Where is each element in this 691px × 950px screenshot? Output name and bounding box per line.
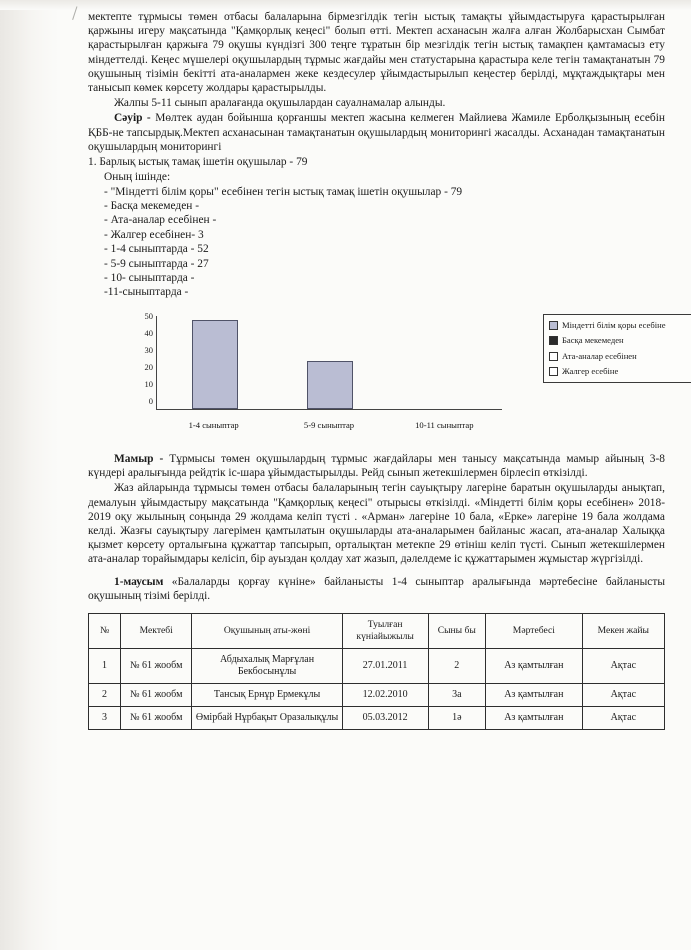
cell-address: Ақтас <box>582 683 664 706</box>
cell-status: Аз қамтылған <box>486 683 583 706</box>
section-june-text: «Балаларды қорғау күніне» байланысты 1-4 сыныптар аралығында мәртебесіне байланысты оқушының тізімі берілді. <box>88 575 665 602</box>
x-axis-tick: 5-9 сыныптар <box>303 419 355 430</box>
bar-slot <box>158 316 272 409</box>
y-axis-tick: 10 <box>144 378 153 389</box>
scan-artifact-mark <box>72 6 89 23</box>
cell-status: Аз қамтылған <box>486 648 583 683</box>
section-may-text-1: Тұрмысы төмен оқушылардың тұрмыс жағдайлары мен танысу мақсатында мамыр айының 3-8 күндері аралығында рейдтік іс-шара ұйымдастырылды. Рейд сынып жетекшілермен бірлесіп өткізілді. <box>88 452 665 480</box>
col-header-school: Мектебі <box>121 613 192 648</box>
chart-legend <box>543 314 691 383</box>
cell-school: № 61 жообм <box>121 683 192 706</box>
section-april-title: Сәуір - <box>114 112 151 125</box>
section-may <box>88 452 665 480</box>
list-item: - Ата-аналар есебінен - <box>104 214 217 227</box>
cell-birth: 05.03.2012 <box>342 706 428 729</box>
cell-address: Ақтас <box>582 706 664 729</box>
list-item: - "Міндетті білім қоры" есебінен тегін ыстық тамақ ішетін оқушылар - 79 <box>104 185 463 198</box>
cell-name: Тансық Ернұр Ермекұлы <box>192 683 342 706</box>
table-row <box>89 683 665 706</box>
y-axis-tick: 30 <box>144 344 153 355</box>
y-axis-tick: 0 <box>148 395 153 406</box>
x-axis-tick: 10-11 сыныптар <box>415 419 474 430</box>
cell-no: 1 <box>89 648 121 683</box>
legend-item <box>549 366 691 377</box>
col-header-name: Оқушының аты-жөні <box>192 613 342 648</box>
y-axis-tick: 50 <box>144 310 153 321</box>
scan-top-shadow <box>0 0 691 10</box>
legend-item <box>549 320 691 331</box>
legend-label: Жалгер есебіне <box>562 366 619 377</box>
cell-class: 2 <box>428 648 486 683</box>
legend-item <box>549 335 691 346</box>
cell-no: 2 <box>89 683 121 706</box>
legend-label: Басқа мекемеден <box>562 335 624 346</box>
legend-swatch-icon <box>549 336 558 345</box>
cell-birth: 12.02.2010 <box>342 683 428 706</box>
cell-address: Ақтас <box>582 648 664 683</box>
bar-5-9 <box>307 361 353 409</box>
cell-school: № 61 жообм <box>121 706 192 729</box>
cell-no: 3 <box>89 706 121 729</box>
cell-name: Абдыхалық Марғұлан Бекбосынұлы <box>192 648 342 683</box>
cell-class: 3а <box>428 683 486 706</box>
col-header-no: № <box>89 613 121 648</box>
cell-school: № 61 жообм <box>121 648 192 683</box>
list-sub-header: Оның ішінде: <box>104 171 171 184</box>
y-axis-tick: 20 <box>144 361 153 372</box>
chart-plot-area <box>116 312 506 432</box>
x-axis-labels <box>156 420 502 430</box>
table-header-row <box>89 613 665 648</box>
bar-slot <box>273 316 387 409</box>
bar-slot <box>388 316 502 409</box>
students-table <box>88 613 665 730</box>
list-item: -11-сыныптарда - <box>104 286 189 299</box>
list-item: - 10- сыныптарда - <box>104 272 195 285</box>
cell-class: 1ә <box>428 706 486 729</box>
section-may-text-2: Жаз айларында тұрмысы төмен отбасы балаларының тегін сауықтыру лагеріне баратын оқушыларды анықтап, демалуын ұйымдастыру мақсатында "Қамқорлық кеңесі" отырысы өткізілді. «Міндетті білім қоры есебінен» 2018-2019 оқу жылының соңында 29 жолдама келіп түсті . «Арман» лагеріне 10 бала, «Ерке» лагеріне 19 бала жолдама келді. Жазғы сауықтыру лагерімен қамтылатын оқушыларды ата-аналарымен байланыс жасап, ата-аналар Халыққа қызмет көрсету орталығына құжаттар тапсырып, орталықтан метекпе 29 өтініш келіп түсті. Сынып жетекшілермен ата-аналар торайымдары келісіп, бір ауыздан қолдау хат жазып, дәлелдеме іс құжаттарымен жұмыстар жүргізілді. <box>88 482 665 566</box>
legend-item <box>549 351 691 362</box>
list-item: - Басқа мекемеден - <box>104 200 200 213</box>
section-june <box>88 575 665 603</box>
section-april-text: Мөлтек аудан бойынша қорғаншы мектеп жасына келмеген Майлиева Жамиле Ерболқызының есебін ҚББ-не тапсырдық.Мектеп асханасынан тамақтанатын оқушылардың мониторингі жасалды. Асханадан тамақтанатын оқушылардың мониторингі <box>88 112 665 153</box>
legend-label: Міндетті білім қоры есебіне <box>562 319 666 330</box>
col-header-class: Сыны бы <box>428 613 486 648</box>
cell-name: Өмірбай Нұрбақыт Оразалықұлы <box>192 706 342 729</box>
bar-chart <box>88 312 665 444</box>
section-may-title: Мамыр - <box>114 452 164 465</box>
body-paragraph-2: Жалпы 5-11 сынып аралағанда оқушылардан сауалнамалар алынды. <box>114 97 446 110</box>
legend-swatch-icon <box>549 367 558 376</box>
col-header-address: Мекен жайы <box>582 613 664 648</box>
list-intro: 1. Барлық ыстық тамақ ішетін оқушылар - 79 <box>88 156 308 169</box>
table-row <box>89 648 665 683</box>
chart-axes <box>144 310 502 410</box>
scan-left-shadow <box>0 0 58 950</box>
list-item: - 1-4 сыныптарда - 52 <box>104 243 209 256</box>
x-axis-tick: 1-4 сыныптар <box>188 419 239 430</box>
section-april <box>88 111 665 154</box>
legend-swatch-icon <box>549 321 558 330</box>
table-row <box>89 706 665 729</box>
cell-birth: 27.01.2011 <box>342 648 428 683</box>
list-item: - Жалгер есебінен- 3 <box>104 228 204 241</box>
col-header-birth: Туылған күніайыжылы <box>342 613 428 648</box>
chart-bars <box>157 316 502 409</box>
legend-swatch-icon <box>549 352 558 361</box>
col-header-status: Мәртебесі <box>486 613 583 648</box>
legend-label: Ата-аналар есебінен <box>562 350 637 361</box>
y-axis-tick: 40 <box>144 327 153 338</box>
section-june-title: 1-маусым <box>114 575 164 588</box>
body-paragraph-1: мектепте тұрмысы төмен отбасы балаларына бірмезгілдік тегін ыстық тамақты ұйымдастыруға қарастырылған қаржыны игеру мақсатында "Қамқорлық кеңесі" болып өтті. Мектеп асханасын жалға алған Жолбарысхан Сымбат қарастырылған қаржыға 79 оқушы күндізгі 300 теңге тұратын бір мезгілдік тегін ыстық тамақпен қамтамасыз ету міндеттелді. Кеңес мүшелері оқушылардың тұрмыс жағдайы мен статустарына қарастыра келе тегін тамақтанатын 79 оқушының тізімін бекітті ата-аналармен жеке кездесулер ұйымдастырылып кеңестер берілді, мұқтаждықтары мен танысып көмек көрсету жолдары қарастырылды. <box>88 11 665 95</box>
cell-status: Аз қамтылған <box>486 706 583 729</box>
bar-1-4 <box>192 320 238 409</box>
list-item: - 5-9 сыныптарда - 27 <box>104 257 209 270</box>
